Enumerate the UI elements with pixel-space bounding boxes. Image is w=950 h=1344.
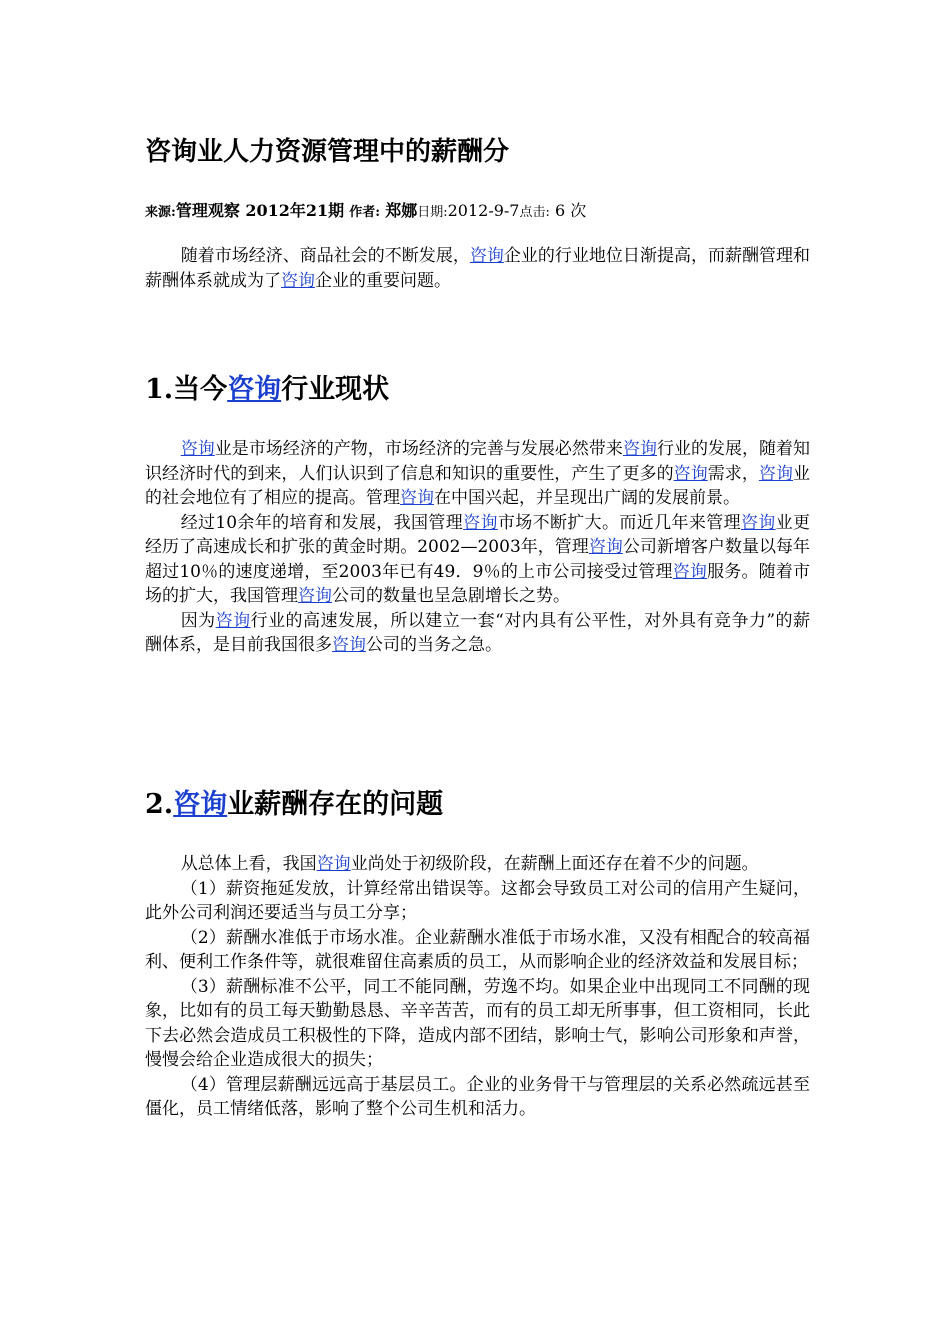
consulting-link[interactable]: 咨询 [281,270,315,291]
consulting-link[interactable]: 咨询 [622,439,657,459]
s1p3-text-3: 公司的当务之急。 [366,635,502,655]
s1p2-text-4: 公司新增客户数量以每年超过10％的速度递增，至2003年已有49．9％的上市公司接受过管理 [145,537,811,582]
date-label: 日期: [417,205,448,220]
consulting-link[interactable]: 咨询 [673,463,708,484]
problem-item-2: （2）薪酬水准低于市场水准。企业薪酬水准低于市场水准，又没有相配合的较高福利、便利工作条件等，就很难留住高素质的员工，从而影响企业的经济效益和发展目标； [145,927,810,972]
intro-text-2: 企业的行业地位日渐提高，而薪酬管理和薪酬体系就成为了 [145,246,811,291]
section2-paragraph-1 [145,852,810,877]
consulting-link[interactable]: 咨询 [227,374,282,405]
s1p1-text-2: 行业的发展，随着知识经济时代的到来，人们认识到了信息和知识的重要性，产生了更多的 [145,439,811,484]
section1-heading-rest: 行业现状 [281,374,390,405]
section2-heading [145,785,810,825]
consulting-link[interactable]: 咨询 [758,463,794,484]
consulting-link[interactable]: 咨询 [180,439,215,459]
s1p1-text-4: 业的社会地位有了相应的提高。管理 [145,463,811,508]
section1-paragraph-2 [145,511,810,609]
consulting-link[interactable]: 咨询 [316,854,351,874]
section2-body [145,852,810,1122]
consulting-link[interactable]: 咨询 [298,586,332,606]
section1-paragraph-3 [145,609,810,658]
s1p3-text-2: 行业的高速发展，所以建立一套“对内具有公平性，对外具有竞争力”的薪酬体系，是目前我国很多 [145,610,811,655]
intro-text-3: 企业的重要问题。 [315,270,451,291]
intro-paragraph [145,244,810,293]
s1p1-text-3: 需求， [707,463,759,484]
section1-paragraph-1 [145,437,810,511]
s1p2-text-6: 公司的数量也呈急剧增长之势。 [332,586,570,606]
s2p1-text-2: 业尚处于初级阶段，在薪酬上面还存在着不少的问题。 [350,854,759,874]
author-value: 郑娜 [385,201,418,220]
s1p1-text-1: 业是市场经济的产物，市场经济的完善与发展必然带来 [214,439,623,459]
author-label: 作者: [349,205,381,220]
section2-heading-prefix: 2. [145,789,174,820]
s1p1-text-5: 在中国兴起，并呈现出广阔的发展前景。 [434,488,740,508]
intro-block [145,244,810,293]
s1p3-text-1: 因为 [180,610,216,631]
source-value: 管理观察 2012年21期 [175,201,345,220]
date-value: 2012-9-7 [447,201,520,220]
section2-heading-block [145,785,810,825]
s1p2-text-5: 服务。随着市场的扩大，我国管理 [145,561,811,606]
consulting-link[interactable]: 咨询 [173,789,228,820]
consulting-link[interactable]: 咨询 [463,512,498,533]
s2p1-text-1: 从总体上看，我国 [180,854,317,874]
problem-item-3: （3）薪酬标准不公平，同工不能同酬，劳逸不均。如果企业中出现同工不同酬的现象，比如有的员工每天勤勤恳恳、辛辛苦苦，而有的员工却无所事事，但工资相同，长此下去必然会造成员工积极性的下降，造成内部不团结，影响士气，影响公司形象和声誉，慢慢会给企业造成很大的损失； [145,976,810,1070]
consulting-link[interactable]: 咨询 [672,561,708,582]
article-title: 咨询业人力资源管理中的薪酬分 [145,137,510,167]
section2-heading-rest: 业薪酬存在的问题 [227,789,444,820]
consulting-link[interactable]: 咨询 [740,512,776,533]
problem-item-1: （1）薪资拖延发放，计算经常出错误等。这都会导致员工对公司的信用产生疑问，此外公司利润还要适当与员工分享； [145,878,810,923]
s1p2-text-2: 市场不断扩大。而近几年来管理 [497,512,741,533]
intro-text-1: 随着市场经济、商品社会的不断发展， [180,246,470,266]
consulting-link[interactable]: 咨询 [215,610,251,631]
section1-heading-block [145,370,810,410]
consulting-link[interactable]: 咨询 [400,488,434,508]
source-label: 来源: [145,205,176,220]
consulting-link[interactable]: 咨询 [332,635,366,655]
section1-heading [145,370,810,410]
section1-body [145,437,810,658]
clicks-value: 6 次 [554,201,587,220]
consulting-link[interactable]: 咨询 [588,537,623,557]
consulting-link[interactable]: 咨询 [469,246,504,266]
problem-item-4: （4）管理层薪酬远远高于基层员工。企业的业务骨干与管理层的关系必然疏远甚至僵化，员工情绪低落，影响了整个公司生机和活力。 [145,1074,810,1119]
clicks-label: 点击: [519,205,550,220]
section1-heading-prefix: 1.当今 [145,374,228,405]
s1p2-text-3: 业更经历了高速成长和扩张的黄金时期。2002—2003年，管理 [145,512,811,557]
article-meta [145,199,586,225]
s1p2-text-1: 经过10余年的培育和发展，我国管理 [180,512,464,533]
